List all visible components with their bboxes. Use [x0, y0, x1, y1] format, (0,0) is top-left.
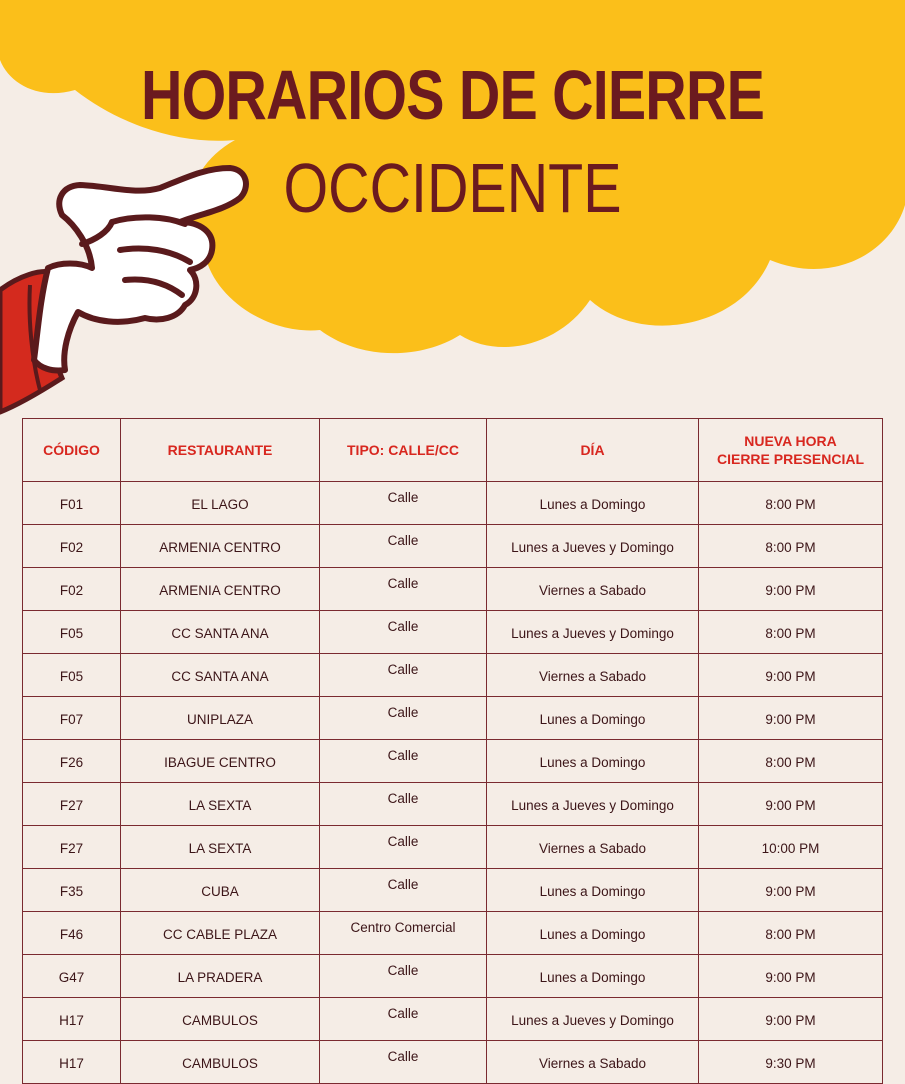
cell-dia: Lunes a Domingo [487, 482, 699, 525]
cell-tipo: Calle [320, 611, 487, 654]
cell-tipo: Calle [320, 525, 487, 568]
cell-dia: Lunes a Jueves y Domingo [487, 998, 699, 1041]
table-header-row [23, 419, 883, 482]
page-subtitle: OCCIDENTE [283, 149, 622, 227]
table-row [23, 783, 883, 826]
table-row [23, 525, 883, 568]
cell-tipo: Calle [320, 654, 487, 697]
header-nueva-hora: NUEVA HORA CIERRE PRESENCIAL [699, 419, 883, 482]
cell-hora: 8:00 PM [699, 740, 883, 783]
cell-restaurante: IBAGUE CENTRO [121, 740, 320, 783]
cell-tipo: Calle [320, 568, 487, 611]
cell-dia: Viernes a Sabado [487, 826, 699, 869]
cell-codigo: F27 [23, 826, 121, 869]
cell-tipo: Centro Comercial [320, 912, 487, 955]
cell-codigo: F02 [23, 568, 121, 611]
header-restaurante: RESTAURANTE [121, 419, 320, 482]
page-title: HORARIOS DE CIERRE [140, 56, 765, 134]
cell-tipo: Calle [320, 955, 487, 998]
cell-codigo: F07 [23, 697, 121, 740]
cell-dia: Lunes a Jueves y Domingo [487, 611, 699, 654]
cell-dia: Lunes a Domingo [487, 955, 699, 998]
cell-codigo: F05 [23, 611, 121, 654]
cell-tipo: Calle [320, 826, 487, 869]
table-row [23, 697, 883, 740]
cell-restaurante: CAMBULOS [121, 998, 320, 1041]
cell-restaurante: CAMBULOS [121, 1041, 320, 1084]
cell-codigo: F35 [23, 869, 121, 912]
cell-restaurante: ARMENIA CENTRO [121, 525, 320, 568]
cell-restaurante: CUBA [121, 869, 320, 912]
cell-hora: 8:00 PM [699, 912, 883, 955]
cell-codigo: F46 [23, 912, 121, 955]
header-tipo: TIPO: CALLE/CC [320, 419, 487, 482]
cell-hora: 9:00 PM [699, 998, 883, 1041]
table-row [23, 611, 883, 654]
table-row [23, 1041, 883, 1084]
cell-dia: Lunes a Domingo [487, 740, 699, 783]
cell-restaurante: LA SEXTA [121, 783, 320, 826]
cell-hora: 9:00 PM [699, 955, 883, 998]
cell-codigo: F01 [23, 482, 121, 525]
cell-tipo: Calle [320, 697, 487, 740]
table-row [23, 955, 883, 998]
cell-dia: Lunes a Jueves y Domingo [487, 525, 699, 568]
cell-tipo: Calle [320, 740, 487, 783]
cell-codigo: H17 [23, 998, 121, 1041]
cell-dia: Lunes a Domingo [487, 869, 699, 912]
table-row [23, 568, 883, 611]
table-row [23, 826, 883, 869]
cell-codigo: F05 [23, 654, 121, 697]
cell-codigo: H17 [23, 1041, 121, 1084]
cell-hora: 8:00 PM [699, 525, 883, 568]
header-dia: DÍA [487, 419, 699, 482]
cell-hora: 9:00 PM [699, 783, 883, 826]
cell-dia: Viernes a Sabado [487, 654, 699, 697]
table-row [23, 482, 883, 525]
cell-codigo: G47 [23, 955, 121, 998]
header-codigo: CÓDIGO [23, 419, 121, 482]
cell-restaurante: CC SANTA ANA [121, 654, 320, 697]
cell-codigo: F27 [23, 783, 121, 826]
cell-hora: 9:00 PM [699, 869, 883, 912]
cell-dia: Viernes a Sabado [487, 1041, 699, 1084]
cell-tipo: Calle [320, 869, 487, 912]
cell-restaurante: UNIPLAZA [121, 697, 320, 740]
cell-restaurante: LA SEXTA [121, 826, 320, 869]
cell-tipo: Calle [320, 783, 487, 826]
cell-dia: Viernes a Sabado [487, 568, 699, 611]
cell-hora: 9:00 PM [699, 697, 883, 740]
cell-dia: Lunes a Domingo [487, 912, 699, 955]
cell-codigo: F26 [23, 740, 121, 783]
cell-codigo: F02 [23, 525, 121, 568]
table-row [23, 998, 883, 1041]
table-body [23, 482, 883, 1084]
cell-hora: 9:00 PM [699, 654, 883, 697]
cell-dia: Lunes a Domingo [487, 697, 699, 740]
cell-tipo: Calle [320, 998, 487, 1041]
cell-restaurante: EL LAGO [121, 482, 320, 525]
table-row [23, 740, 883, 783]
closing-hours-table [22, 418, 883, 1084]
cell-tipo: Calle [320, 1041, 487, 1084]
cell-tipo: Calle [320, 482, 487, 525]
cell-dia: Lunes a Jueves y Domingo [487, 783, 699, 826]
table-row [23, 912, 883, 955]
cell-hora: 9:00 PM [699, 568, 883, 611]
cell-restaurante: CC SANTA ANA [121, 611, 320, 654]
cell-hora: 8:00 PM [699, 482, 883, 525]
table-row [23, 869, 883, 912]
cell-hora: 10:00 PM [699, 826, 883, 869]
cell-hora: 9:30 PM [699, 1041, 883, 1084]
cell-restaurante: LA PRADERA [121, 955, 320, 998]
cell-hora: 8:00 PM [699, 611, 883, 654]
table-row [23, 654, 883, 697]
cell-restaurante: CC CABLE PLAZA [121, 912, 320, 955]
cell-restaurante: ARMENIA CENTRO [121, 568, 320, 611]
